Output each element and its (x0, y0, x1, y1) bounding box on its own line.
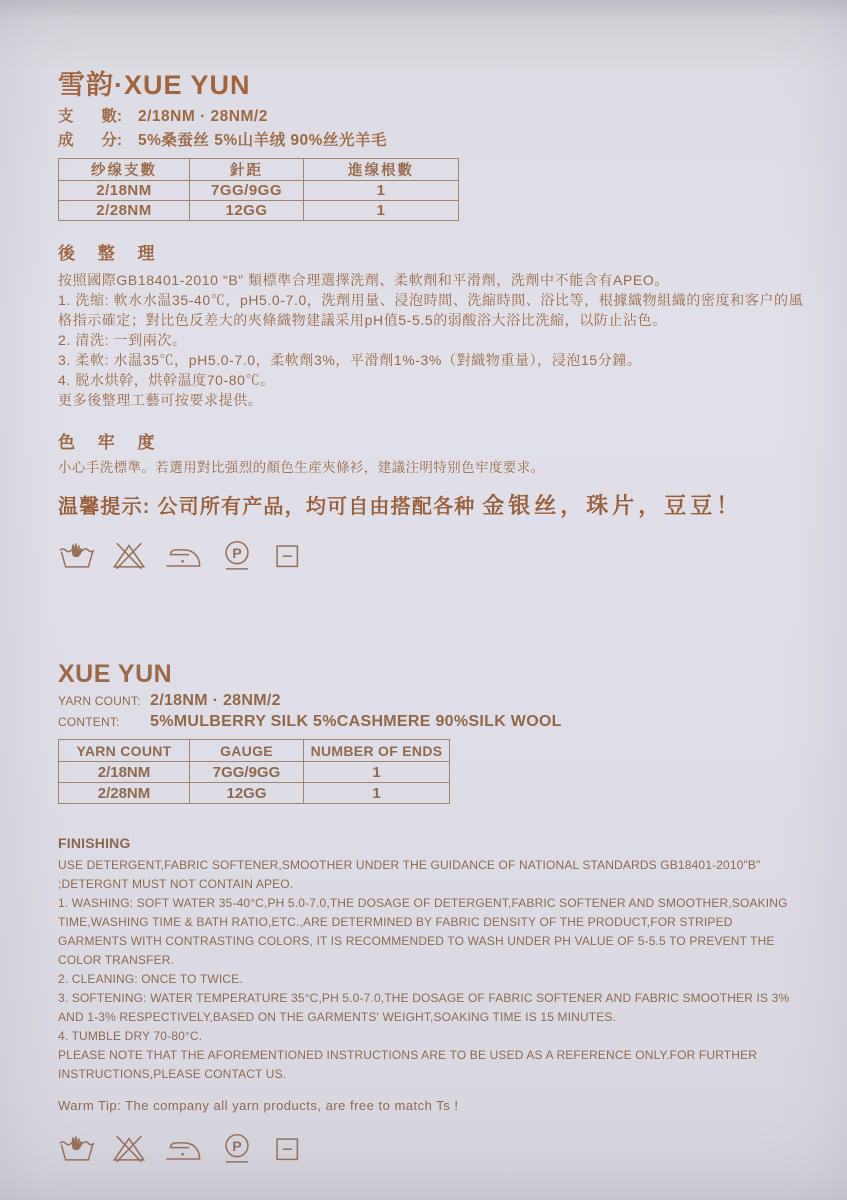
table-cell: 12GG (190, 201, 304, 221)
do-not-bleach-icon (110, 537, 148, 575)
hand-wash-icon (58, 1130, 96, 1168)
svg-text:P: P (232, 545, 242, 562)
column-header: YARN COUNT (59, 740, 190, 762)
product-title-en: XUE YUN (58, 660, 173, 688)
column-header: 纱缐支數 (59, 159, 190, 181)
color-fastness-text-cn: 小心手洗標準。若選用對比强烈的顏色生産夾條衫，建議注明特别色牢度要求。 (58, 460, 545, 475)
iron-one-dot-icon (162, 537, 204, 575)
yarn-spec-table-en (58, 739, 450, 804)
table-cell: 1 (304, 762, 450, 783)
finishing-body-cn (58, 270, 807, 410)
do-not-bleach-icon (110, 1130, 148, 1168)
content-value-en: 5%MULBERRY SILK 5%CASHMERE 90%SILK WOOL (150, 713, 562, 730)
content-value-cn: 5%桑蚕丝 5%山羊绒 90%丝光羊毛 (138, 132, 387, 149)
warm-tip-prefix-cn: 温馨提示: 公司所有产品，均可自由搭配各种 (58, 496, 483, 518)
finishing-step-cn: 更多後整理工藝可按要求提供。 (58, 392, 263, 408)
dry-flat-icon (270, 537, 304, 575)
table-header-row (59, 159, 459, 181)
warm-tip-en: Warm Tip: The company all yarn products, are free to match Ts ! (58, 1098, 459, 1113)
table-row (59, 762, 450, 783)
table-cell: 7GG/9GG (190, 181, 304, 201)
finishing-step-cn: 3. 柔軟: 水温35℃，pH5.0-7.0，柔軟劑3%，平滑劑1%-3%（對織物重量），浸泡15分鐘。 (58, 352, 642, 368)
yarn-count-label-en: YARN COUNT: (58, 694, 141, 708)
content-row-cn (58, 133, 807, 148)
table-cell: 2/28NM (59, 201, 190, 221)
color-fastness-heading-cn: 色 牢 度 (58, 433, 164, 452)
yarn-spec-table-cn (58, 158, 459, 221)
column-header: 進缐根數 (304, 159, 459, 181)
hand-wash-icon (58, 537, 96, 575)
content-label-en: CONTENT: (58, 715, 120, 729)
product-title-cn: 雪韵·XUE YUN (58, 70, 251, 100)
finishing-body-en (58, 856, 807, 1084)
column-header: NUMBER OF ENDS (304, 740, 450, 762)
finishing-step-cn: 1. 洗缩: 軟水水温35-40℃，pH5.0-7.0，洗劑用量、浸泡時間、洗縮時間、浴比等，根據織物組織的密度和客户的風格指示確定；對比色反差大的夾條織物建議采用pH值5-5.5的弱酸浴大浴比洗縮，以防止沾色。 (58, 292, 804, 328)
table-cell: 1 (304, 201, 459, 221)
svg-text:P: P (232, 1138, 242, 1155)
warm-tip-cn (58, 492, 807, 521)
finishing-step-en: 4. TUMBLE DRY 70-80°C. (58, 1029, 203, 1043)
care-icon-row-top (58, 537, 807, 575)
table-row (59, 201, 459, 221)
column-header: 針距 (190, 159, 304, 181)
yarn-count-label-cn: 支 數: (58, 108, 122, 125)
finishing-step-en: 3. SOFTENING: WATER TEMPERATURE 35°C,PH 5.0-7.0,THE DOSAGE OF FABRIC SOFTENER AND FABRIC SMOOTHER IS 3% AND 1-3% RESPECTIVELY,BASED ON THE GARMENTS' WEIGHT,SOAKING TIME IS 15 MINUTES. (58, 991, 790, 1024)
warm-tip-highlight-cn: 金银丝，珠片，豆豆！ (482, 493, 743, 518)
table-row (59, 181, 459, 201)
finishing-step-cn: 4. 脱水烘幹，烘幹温度70-80℃。 (58, 372, 275, 388)
table-cell: 1 (304, 181, 459, 201)
content-label-cn: 成 分: (58, 132, 122, 149)
finishing-step-en: PLEASE NOTE THAT THE AFOREMENTIONED INSTRUCTIONS ARE TO BE USED AS A REFERENCE ONLY.FOR FURTHER INSTRUCTIONS,PLEASE CONTACT US. (58, 1048, 758, 1081)
yarn-count-row-en (58, 693, 807, 709)
table-header-row (59, 740, 450, 762)
care-icon-row-bottom (58, 1130, 807, 1168)
table-row (59, 783, 450, 804)
table-cell: 7GG/9GG (190, 762, 304, 783)
finishing-heading-en: FINISHING (58, 835, 131, 851)
finishing-step-en: USE DETERGENT,FABRIC SOFTENER,SMOOTHER UNDER THE GUIDANCE OF NATIONAL STANDARDS GB18401-2010"B" ;DETERGNT MUST NOT CONTAIN APEO. (58, 858, 761, 891)
yarn-count-value-en: 2/18NM · 28NM/2 (150, 692, 281, 709)
table-cell: 12GG (190, 783, 304, 804)
iron-one-dot-icon (162, 1130, 204, 1168)
table-cell: 2/18NM (59, 762, 190, 783)
content-row-en (58, 714, 807, 730)
finishing-step-cn: 2. 清洗: 一到兩次。 (58, 332, 187, 348)
table-cell: 1 (304, 783, 450, 804)
column-header: GAUGE (190, 740, 304, 762)
finishing-step-en: 2. CLEANING: ONCE TO TWICE. (58, 972, 243, 986)
dry-clean-p-underline-icon (218, 537, 256, 575)
dry-clean-p-underline-icon (218, 1130, 256, 1168)
yarn-count-value-cn: 2/18NM · 28NM/2 (138, 108, 268, 125)
yarn-count-row-cn (58, 109, 807, 124)
finishing-intro-cn: 按照國際GB18401-2010 “B” 類標準合理選擇洗劑、柔軟劑和平滑劑，洗劑中不能含有APEO。 (58, 272, 669, 288)
table-cell: 2/28NM (59, 783, 190, 804)
finishing-heading-cn: 後 整 理 (58, 244, 164, 263)
table-cell: 2/18NM (59, 181, 190, 201)
finishing-step-en: 1. WASHING: SOFT WATER 35-40°C,PH 5.0-7.0,THE DOSAGE OF DETERGENT,FABRIC SOFTENER AND SMOOTHER,SOAKING TIME,WASHING TIME & BATH RATIO,ETC.,ARE DETERMINED BY FABRIC DENSITY OF THE PRODUCT,FOR STRIPED GARMENTS WITH CONTRASTING COLORS, IT IS RECOMMENDED TO WASH UNDER PH VALUE OF 5-5.5 TO PREVENT THE COLOR TRANSFER. (58, 896, 788, 967)
dry-flat-icon (270, 1130, 304, 1168)
